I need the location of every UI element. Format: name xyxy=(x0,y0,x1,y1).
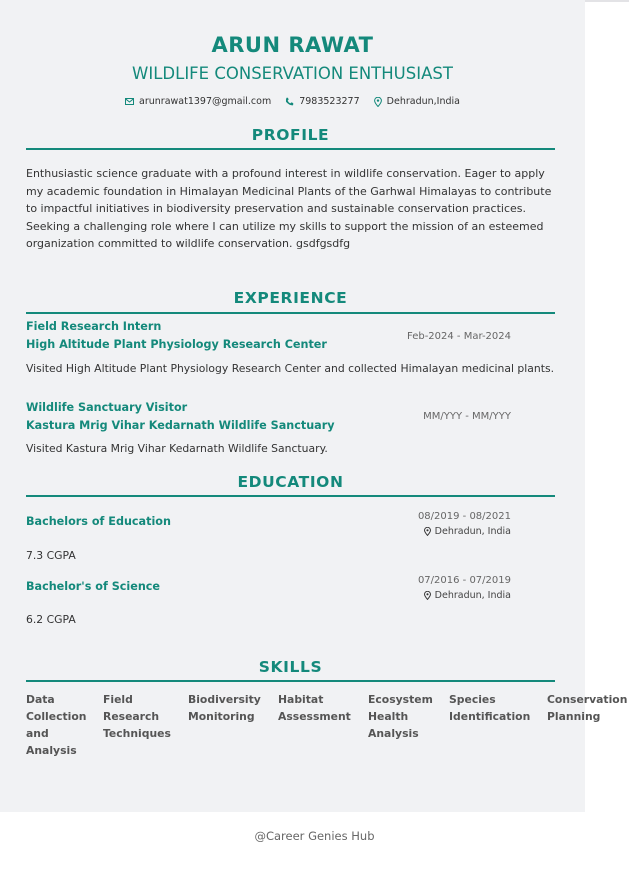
education-degree: Bachelors of Education xyxy=(26,515,171,528)
education-location xyxy=(424,590,511,601)
skill-item: Biodiversity Monitoring xyxy=(188,693,261,723)
experience-role: Field Research Intern xyxy=(26,320,162,333)
skill-item: Field Research Techniques xyxy=(103,693,171,740)
map-pin-icon xyxy=(374,97,382,107)
skill-item: Species Identification xyxy=(449,693,531,723)
skills-list xyxy=(26,691,629,759)
mail-icon xyxy=(125,98,134,105)
profile-heading: PROFILE xyxy=(251,126,330,144)
skill-item: Habitat Assessment xyxy=(278,693,351,723)
contact-location xyxy=(374,96,460,107)
contact-email[interactable] xyxy=(125,96,271,107)
experience-org: High Altitude Plant Physiology Research Center xyxy=(26,338,327,351)
profile-text: Enthusiastic science graduate with a profound interest in wildlife conservation. Eager to apply my academic foundation in Himalayan Medicinal Plants of the Garhwal Himalayas to contribute to impactful initiatives in biodiversity preservation and sustainable conservation practices. Seeking a challenging role where I can utilize my skills to support the mission of an esteemed organization committed to wildlife conservation. gsdfgsdfg xyxy=(26,167,552,250)
candidate-name: ARUN RAWAT xyxy=(211,33,374,57)
skill-item: Ecosystem Health Analysis xyxy=(368,693,433,740)
skills-heading: SKILLS xyxy=(258,658,323,676)
education-dates: 08/2019 - 08/2021 xyxy=(417,511,511,522)
phone-icon xyxy=(285,97,294,106)
phone-text: 7983523277 xyxy=(299,96,360,107)
email-text: arunrawat1397@gmail.com xyxy=(139,96,272,107)
skill-item: Data Collection and Analysis xyxy=(26,693,87,757)
experience-dates: MM/YYY - MM/YYY xyxy=(423,411,511,422)
experience-description: Visited Kastura Mrig Vihar Kedarnath Wildlife Sanctuary. xyxy=(26,442,328,455)
skill-item: Conservation Planning xyxy=(547,693,628,723)
education-location xyxy=(424,526,511,537)
experience-org: Kastura Mrig Vihar Kedarnath Wildlife Sanctuary xyxy=(26,419,335,432)
candidate-title: WILDLIFE CONSERVATION ENTHUSIAST xyxy=(132,64,453,83)
education-grade: 7.3 CGPA xyxy=(26,549,76,562)
skills-divider xyxy=(26,680,555,682)
education-divider xyxy=(26,495,555,497)
profile-divider xyxy=(26,148,555,150)
education-dates: 07/2016 - 07/2019 xyxy=(417,575,511,586)
experience-heading: EXPERIENCE xyxy=(233,289,348,307)
education-location-text: Dehradun, India xyxy=(434,590,511,601)
map-pin-icon xyxy=(424,591,431,600)
experience-role: Wildlife Sanctuary Visitor xyxy=(26,401,188,414)
education-degree: Bachelor's of Science xyxy=(26,580,161,593)
contact-bar xyxy=(0,96,585,107)
location-text: Dehradun,India xyxy=(386,96,460,107)
experience-dates: Feb-2024 - Mar-2024 xyxy=(406,331,511,342)
footer-credit: @Career Genies Hub xyxy=(254,829,375,843)
contact-phone[interactable] xyxy=(285,96,359,107)
education-grade: 6.2 CGPA xyxy=(26,613,76,626)
education-location-text: Dehradun, India xyxy=(434,526,511,537)
experience-description: Visited High Altitude Plant Physiology Research Center and collected Himalayan medicinal plants. xyxy=(26,362,555,375)
education-heading: EDUCATION xyxy=(237,473,344,491)
experience-divider xyxy=(26,312,555,314)
map-pin-icon xyxy=(424,527,431,536)
